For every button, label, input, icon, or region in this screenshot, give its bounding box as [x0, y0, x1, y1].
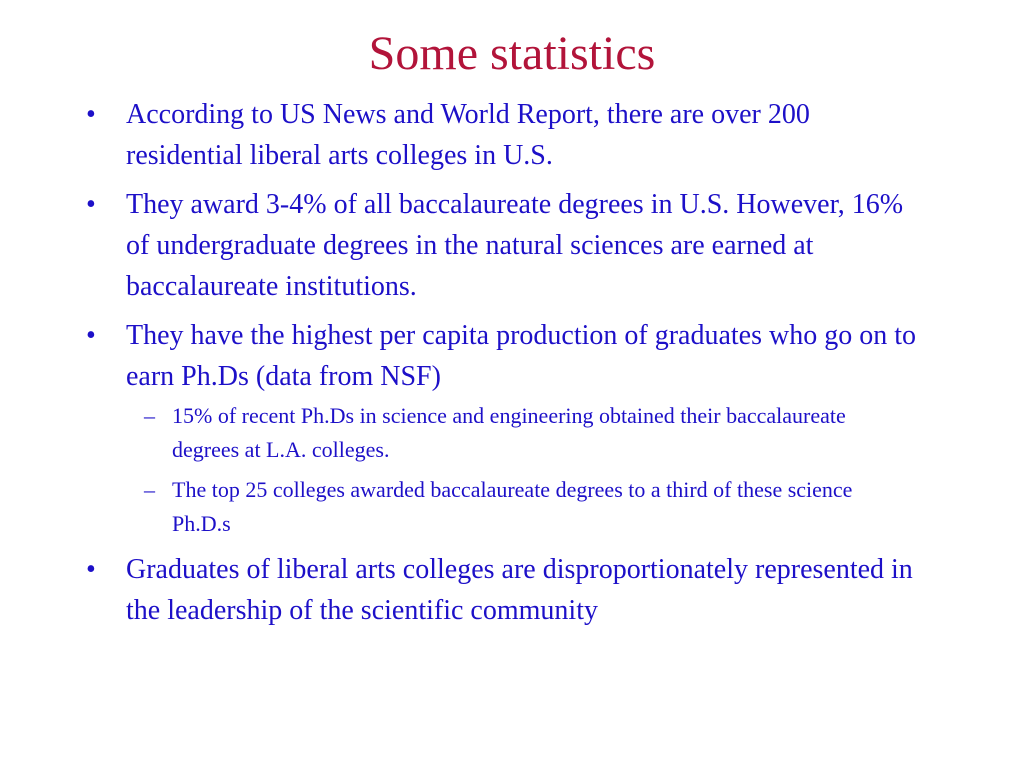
- sub-bullet-item: [126, 473, 916, 541]
- bullet-mark: •: [86, 189, 96, 220]
- bullet-mark: •: [86, 554, 96, 585]
- bullet-text: Graduates of liberal arts colleges are disproportionately represented in the leadership of the scientific community: [126, 554, 913, 626]
- sub-bullet-mark: –: [144, 403, 155, 428]
- sub-bullet-text: The top 25 colleges awarded baccalaureate degrees to a third of these science Ph.D.s: [172, 477, 853, 536]
- bullet-item: [86, 184, 916, 307]
- sub-bullet-mark: –: [144, 477, 155, 502]
- bullet-list: [86, 94, 916, 639]
- bullet-text: They award 3-4% of all baccalaureate degrees in U.S. However, 16% of undergraduate degrees in the natural sciences are earned at baccalaureate institutions.: [126, 189, 904, 302]
- sub-bullet-text: 15% of recent Ph.Ds in science and engineering obtained their baccalaureate degrees at L.A. colleges.: [172, 403, 846, 462]
- bullet-text: According to US News and World Report, there are over 200 residential liberal arts colleges in U.S.: [126, 99, 810, 171]
- bullet-text: They have the highest per capita production of graduates who go on to earn Ph.Ds (data from NSF): [126, 320, 916, 392]
- bullet-mark: •: [86, 320, 96, 351]
- slide-title: Some statistics: [368, 27, 656, 80]
- bullet-item: [86, 94, 916, 176]
- sub-bullet-list: [126, 399, 916, 541]
- bullet-item: [86, 315, 916, 541]
- sub-bullet-item: [126, 399, 916, 467]
- bullet-mark: •: [86, 99, 96, 130]
- bullet-item: [86, 549, 916, 631]
